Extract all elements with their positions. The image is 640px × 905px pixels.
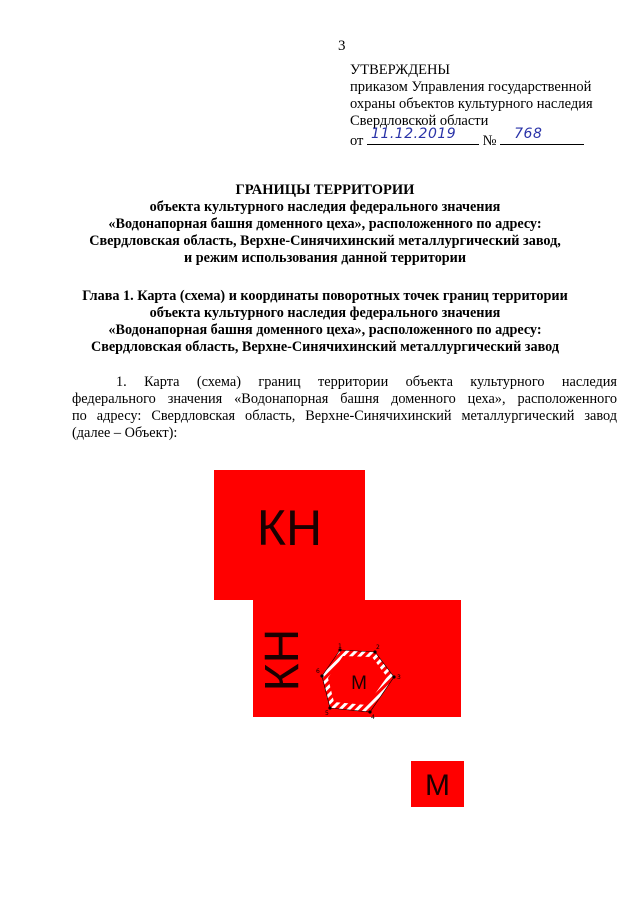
chapter-line-1: Глава 1. Карта (схема) и координаты поворотных точек границ территории bbox=[82, 288, 568, 304]
chapter-line-3: «Водонапорная башня доменного цеха», расположенного по адресу: bbox=[108, 322, 542, 338]
heading-line-4: и режим использования данной территории bbox=[183, 250, 467, 266]
kn-zone-top bbox=[214, 470, 365, 600]
point-label-2: 2 bbox=[376, 644, 380, 651]
heading-line-1: объекта культурного наследия федерального значения bbox=[149, 199, 501, 215]
chapter-line-2: объекта культурного наследия федерального значения bbox=[149, 305, 501, 321]
number-field bbox=[500, 126, 584, 145]
kn-label-side: КН bbox=[256, 628, 309, 692]
paragraph-line-4: (далее – Объект): bbox=[72, 425, 178, 441]
paragraph-line-2: федерального значения «Водонапорная башня доменного цеха», расположенного bbox=[72, 391, 617, 407]
approval-date-row bbox=[350, 126, 593, 150]
m-label-legend: М bbox=[425, 769, 450, 802]
paragraph-line-1: 1. Карта (схема) границ территории объекта культурного наследия bbox=[116, 374, 617, 390]
approval-title: УТВЕРЖДЕНЫ bbox=[350, 62, 451, 78]
paragraph-1 bbox=[72, 374, 617, 442]
handwritten-number: 768 bbox=[514, 126, 543, 142]
paragraph-line-3: по адресу: Свердловская область, Верхне-Синячихинский металлургический завод bbox=[72, 408, 617, 424]
object-boundary bbox=[312, 642, 407, 722]
approval-block bbox=[350, 62, 593, 150]
point-label-6: 6 bbox=[316, 668, 320, 675]
territory-map bbox=[212, 467, 617, 812]
point-3 bbox=[392, 675, 395, 678]
point-label-4: 4 bbox=[371, 714, 375, 721]
from-label: от bbox=[350, 133, 364, 149]
page-number: 3 bbox=[338, 38, 346, 54]
chapter-heading bbox=[40, 288, 610, 356]
heading-line-3: Свердловская область, Верхне-Синячихинский металлургический завод, bbox=[89, 233, 561, 249]
approval-line-1: приказом Управления государственной bbox=[350, 79, 592, 95]
handwritten-date: 11.12.2019 bbox=[371, 126, 457, 142]
date-field bbox=[367, 126, 479, 145]
document-heading bbox=[40, 182, 610, 267]
point-6 bbox=[320, 674, 323, 677]
heading-title: ГРАНИЦЫ ТЕРРИТОРИИ bbox=[235, 182, 415, 198]
point-5 bbox=[328, 706, 331, 709]
point-label-3: 3 bbox=[397, 674, 401, 681]
point-label-1: 1 bbox=[338, 643, 342, 650]
number-label: № bbox=[482, 133, 497, 149]
chapter-line-4: Свердловская область, Верхне-Синячихинский металлургический завод bbox=[90, 339, 560, 355]
kn-zone-side-strip bbox=[253, 600, 313, 717]
heading-line-2: «Водонапорная башня доменного цеха», расположенного по адресу: bbox=[108, 216, 542, 232]
point-label-5: 5 bbox=[325, 710, 329, 717]
kn-label-top: КН bbox=[256, 500, 323, 556]
approval-line-2: охраны объектов культурного наследия bbox=[350, 96, 593, 112]
object-m-label: М bbox=[351, 673, 367, 694]
approval-line-3: Свердловской области bbox=[350, 113, 489, 129]
m-zone-legend bbox=[411, 761, 464, 807]
